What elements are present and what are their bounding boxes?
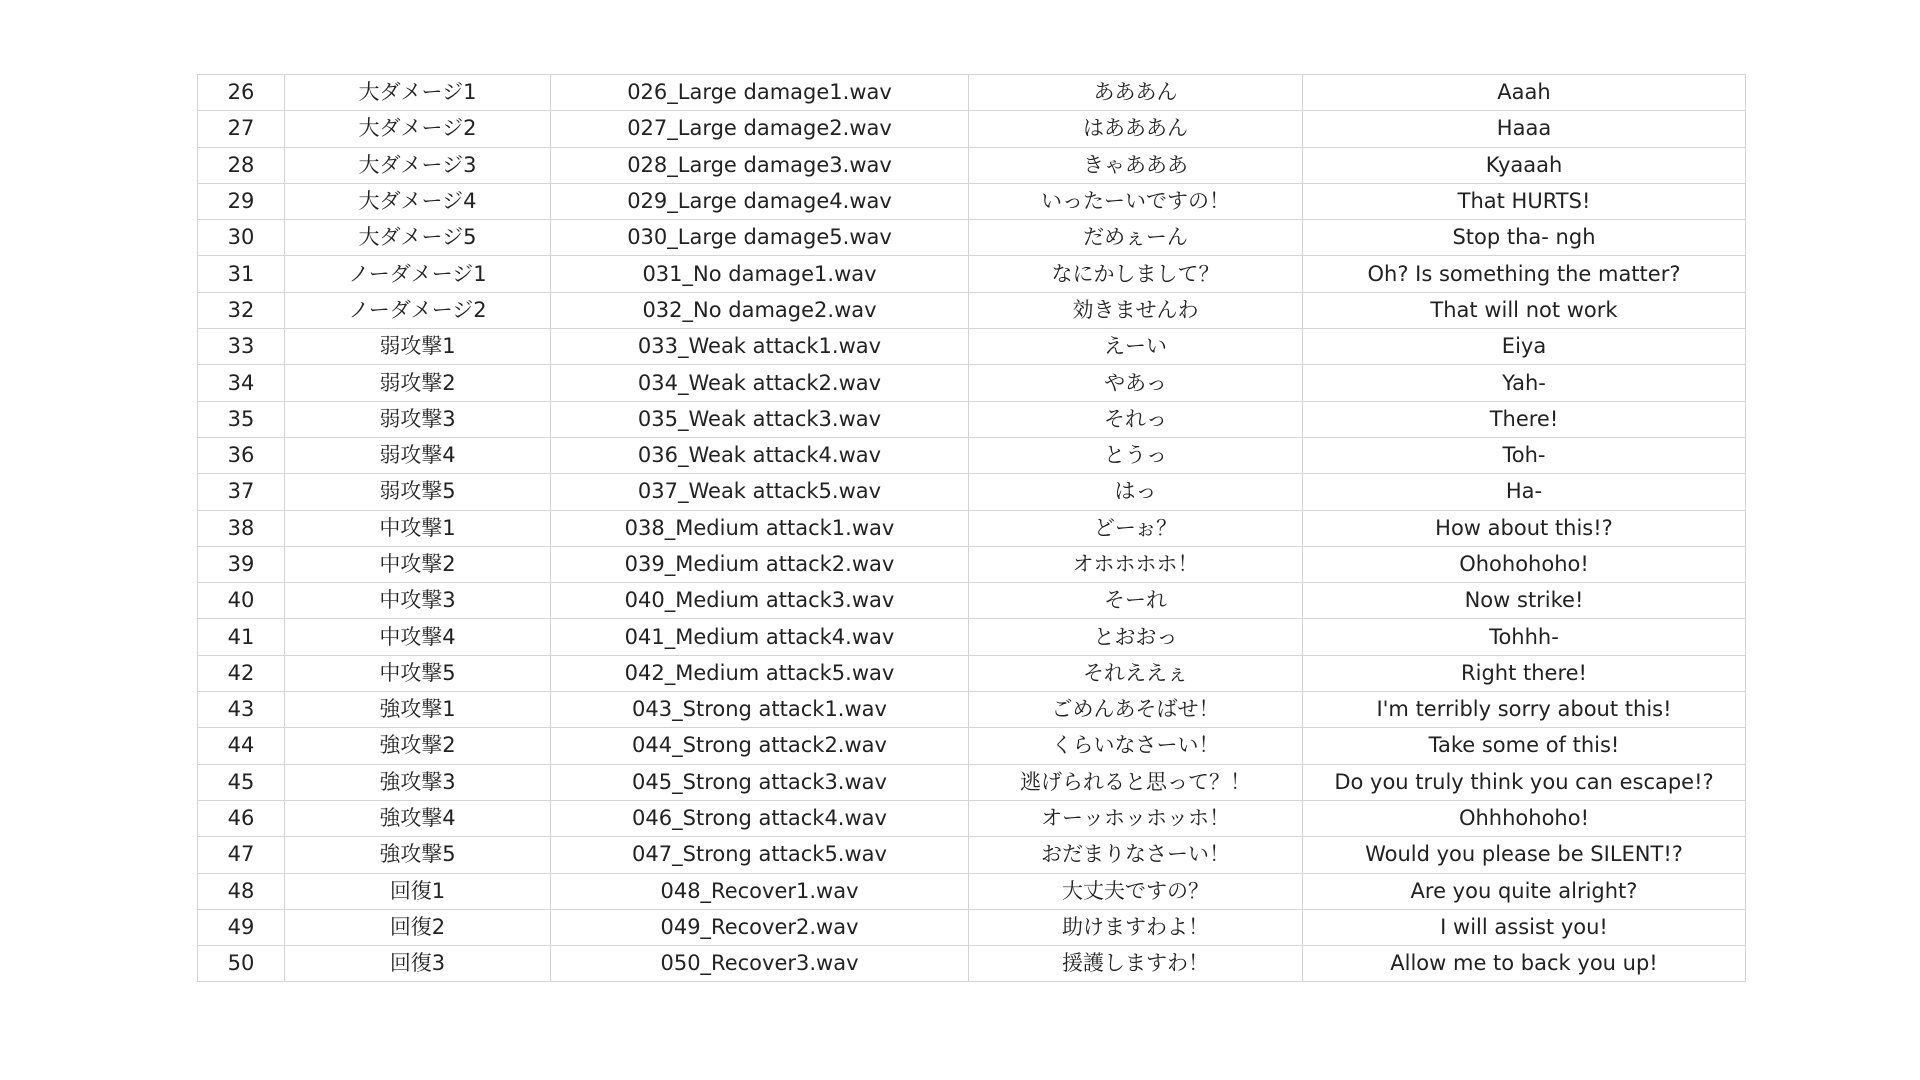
english-line-cell: Aaah: [1303, 75, 1746, 111]
row-number-cell: 36: [198, 437, 285, 473]
japanese-line-cell: 大丈夫ですの？: [969, 873, 1303, 909]
row-number-cell: 27: [198, 111, 285, 147]
japanese-line-cell: それっ: [969, 401, 1303, 437]
table-row: [198, 292, 1746, 328]
row-number-cell: 49: [198, 909, 285, 945]
english-line-cell: Are you quite alright?: [1303, 873, 1746, 909]
voice-line-sheet: [197, 74, 1745, 982]
filename-cell: 040_Medium attack3.wav: [551, 583, 969, 619]
filename-cell: 039_Medium attack2.wav: [551, 546, 969, 582]
japanese-line-cell: いったーいですの！: [969, 183, 1303, 219]
english-line-cell: Oh? Is something the matter?: [1303, 256, 1746, 292]
english-line-cell: Take some of this!: [1303, 728, 1746, 764]
english-line-cell: Haaa: [1303, 111, 1746, 147]
filename-cell: 034_Weak attack2.wav: [551, 365, 969, 401]
category-cell: 回復1: [285, 873, 551, 909]
table-row: [198, 329, 1746, 365]
english-line-cell: Would you please be SILENT!?: [1303, 837, 1746, 873]
japanese-line-cell: とうっ: [969, 437, 1303, 473]
japanese-line-cell: はあああん: [969, 111, 1303, 147]
category-cell: 弱攻撃3: [285, 401, 551, 437]
japanese-line-cell: 効きませんわ: [969, 292, 1303, 328]
filename-cell: 030_Large damage5.wav: [551, 220, 969, 256]
row-number-cell: 28: [198, 147, 285, 183]
category-cell: 大ダメージ4: [285, 183, 551, 219]
japanese-line-cell: 逃げられると思って？！: [969, 764, 1303, 800]
table-row: [198, 220, 1746, 256]
english-line-cell: How about this!?: [1303, 510, 1746, 546]
japanese-line-cell: はっ: [969, 474, 1303, 510]
table-row: [198, 365, 1746, 401]
table-row: [198, 510, 1746, 546]
filename-cell: 047_Strong attack5.wav: [551, 837, 969, 873]
english-line-cell: I'm terribly sorry about this!: [1303, 692, 1746, 728]
table-row: [198, 837, 1746, 873]
row-number-cell: 29: [198, 183, 285, 219]
row-number-cell: 38: [198, 510, 285, 546]
japanese-line-cell: きゃあああ: [969, 147, 1303, 183]
english-line-cell: Kyaaah: [1303, 147, 1746, 183]
filename-cell: 037_Weak attack5.wav: [551, 474, 969, 510]
table-row: [198, 946, 1746, 982]
row-number-cell: 30: [198, 220, 285, 256]
table-row: [198, 147, 1746, 183]
table-row: [198, 546, 1746, 582]
table-row: [198, 437, 1746, 473]
row-number-cell: 35: [198, 401, 285, 437]
category-cell: 弱攻撃2: [285, 365, 551, 401]
filename-cell: 038_Medium attack1.wav: [551, 510, 969, 546]
category-cell: 強攻撃3: [285, 764, 551, 800]
japanese-line-cell: オホホホホ！: [969, 546, 1303, 582]
table-row: [198, 655, 1746, 691]
table-row: [198, 401, 1746, 437]
filename-cell: 031_No damage1.wav: [551, 256, 969, 292]
row-number-cell: 34: [198, 365, 285, 401]
english-line-cell: Toh-: [1303, 437, 1746, 473]
filename-cell: 050_Recover3.wav: [551, 946, 969, 982]
row-number-cell: 48: [198, 873, 285, 909]
row-number-cell: 46: [198, 800, 285, 836]
english-line-cell: Ohhhohoho!: [1303, 800, 1746, 836]
japanese-line-cell: ごめんあそばせ！: [969, 692, 1303, 728]
filename-cell: 042_Medium attack5.wav: [551, 655, 969, 691]
category-cell: 中攻撃3: [285, 583, 551, 619]
row-number-cell: 40: [198, 583, 285, 619]
row-number-cell: 31: [198, 256, 285, 292]
table-row: [198, 619, 1746, 655]
table-row: [198, 800, 1746, 836]
category-cell: 大ダメージ3: [285, 147, 551, 183]
japanese-line-cell: そーれ: [969, 583, 1303, 619]
english-line-cell: Ha-: [1303, 474, 1746, 510]
filename-cell: 032_No damage2.wav: [551, 292, 969, 328]
row-number-cell: 26: [198, 75, 285, 111]
japanese-line-cell: 援護しますわ！: [969, 946, 1303, 982]
english-line-cell: That HURTS!: [1303, 183, 1746, 219]
japanese-line-cell: どーぉ？: [969, 510, 1303, 546]
row-number-cell: 45: [198, 764, 285, 800]
japanese-line-cell: だめぇーん: [969, 220, 1303, 256]
english-line-cell: Do you truly think you can escape!?: [1303, 764, 1746, 800]
category-cell: 強攻撃4: [285, 800, 551, 836]
table-row: [198, 474, 1746, 510]
category-cell: ノーダメージ2: [285, 292, 551, 328]
filename-cell: 046_Strong attack4.wav: [551, 800, 969, 836]
table-row: [198, 583, 1746, 619]
filename-cell: 049_Recover2.wav: [551, 909, 969, 945]
category-cell: 回復2: [285, 909, 551, 945]
filename-cell: 033_Weak attack1.wav: [551, 329, 969, 365]
filename-cell: 036_Weak attack4.wav: [551, 437, 969, 473]
japanese-line-cell: おだまりなさーい！: [969, 837, 1303, 873]
table-row: [198, 728, 1746, 764]
japanese-line-cell: とおおっ: [969, 619, 1303, 655]
category-cell: 弱攻撃4: [285, 437, 551, 473]
english-line-cell: Stop tha- ngh: [1303, 220, 1746, 256]
category-cell: 中攻撃1: [285, 510, 551, 546]
row-number-cell: 39: [198, 546, 285, 582]
table-row: [198, 764, 1746, 800]
japanese-line-cell: えーい: [969, 329, 1303, 365]
english-line-cell: Eiya: [1303, 329, 1746, 365]
japanese-line-cell: それええぇ: [969, 655, 1303, 691]
english-line-cell: Tohhh-: [1303, 619, 1746, 655]
row-number-cell: 37: [198, 474, 285, 510]
voice-line-table: [197, 74, 1746, 982]
category-cell: 大ダメージ2: [285, 111, 551, 147]
japanese-line-cell: オーッホッホッホ！: [969, 800, 1303, 836]
japanese-line-cell: やあっ: [969, 365, 1303, 401]
table-row: [198, 183, 1746, 219]
category-cell: 大ダメージ1: [285, 75, 551, 111]
row-number-cell: 47: [198, 837, 285, 873]
japanese-line-cell: くらいなさーい！: [969, 728, 1303, 764]
filename-cell: 029_Large damage4.wav: [551, 183, 969, 219]
filename-cell: 043_Strong attack1.wav: [551, 692, 969, 728]
row-number-cell: 43: [198, 692, 285, 728]
english-line-cell: Ohohohoho!: [1303, 546, 1746, 582]
table-body: [198, 75, 1746, 982]
table-row: [198, 692, 1746, 728]
row-number-cell: 42: [198, 655, 285, 691]
english-line-cell: That will not work: [1303, 292, 1746, 328]
table-row: [198, 111, 1746, 147]
english-line-cell: I will assist you!: [1303, 909, 1746, 945]
row-number-cell: 41: [198, 619, 285, 655]
english-line-cell: Allow me to back you up!: [1303, 946, 1746, 982]
filename-cell: 028_Large damage3.wav: [551, 147, 969, 183]
filename-cell: 044_Strong attack2.wav: [551, 728, 969, 764]
category-cell: 強攻撃1: [285, 692, 551, 728]
category-cell: 中攻撃2: [285, 546, 551, 582]
table-row: [198, 256, 1746, 292]
english-line-cell: There!: [1303, 401, 1746, 437]
english-line-cell: Right there!: [1303, 655, 1746, 691]
row-number-cell: 50: [198, 946, 285, 982]
japanese-line-cell: 助けますわよ！: [969, 909, 1303, 945]
category-cell: 弱攻撃1: [285, 329, 551, 365]
japanese-line-cell: なにかしまして？: [969, 256, 1303, 292]
japanese-line-cell: あああん: [969, 75, 1303, 111]
filename-cell: 041_Medium attack4.wav: [551, 619, 969, 655]
row-number-cell: 33: [198, 329, 285, 365]
category-cell: 弱攻撃5: [285, 474, 551, 510]
filename-cell: 035_Weak attack3.wav: [551, 401, 969, 437]
category-cell: 回復3: [285, 946, 551, 982]
table-row: [198, 75, 1746, 111]
filename-cell: 026_Large damage1.wav: [551, 75, 969, 111]
english-line-cell: Now strike!: [1303, 583, 1746, 619]
row-number-cell: 32: [198, 292, 285, 328]
table-row: [198, 873, 1746, 909]
filename-cell: 048_Recover1.wav: [551, 873, 969, 909]
category-cell: 強攻撃2: [285, 728, 551, 764]
category-cell: 中攻撃5: [285, 655, 551, 691]
category-cell: ノーダメージ1: [285, 256, 551, 292]
english-line-cell: Yah-: [1303, 365, 1746, 401]
category-cell: 中攻撃4: [285, 619, 551, 655]
filename-cell: 045_Strong attack3.wav: [551, 764, 969, 800]
table-row: [198, 909, 1746, 945]
filename-cell: 027_Large damage2.wav: [551, 111, 969, 147]
category-cell: 強攻撃5: [285, 837, 551, 873]
row-number-cell: 44: [198, 728, 285, 764]
category-cell: 大ダメージ5: [285, 220, 551, 256]
